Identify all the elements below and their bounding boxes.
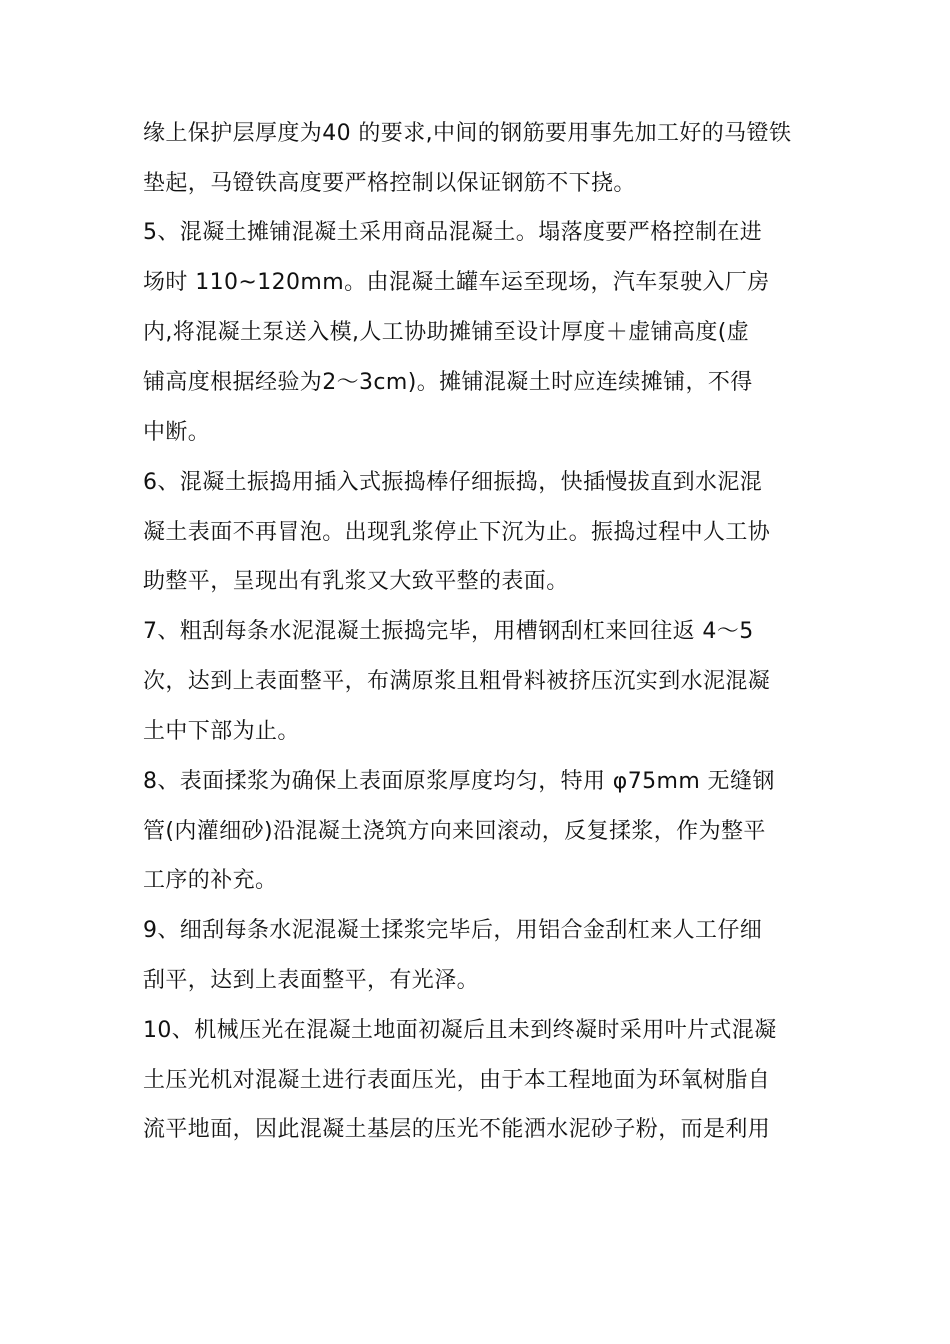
text-line: 10、机械压光在混凝土地面初凝后且未到终凝时采用叶片式混凝 bbox=[143, 1018, 777, 1043]
text-line: 工序的补充。 bbox=[143, 868, 278, 893]
text-line: 内,将混凝土泵送入模,人工协助摊铺至设计厚度＋虚铺高度(虚 bbox=[143, 320, 750, 345]
text-line: 5、混凝土摊铺混凝土采用商品混凝土。塌落度要严格控制在进 bbox=[143, 220, 763, 245]
text-line: 铺高度根据经验为2～3cm)。摊铺混凝土时应连续摊铺，不得 bbox=[143, 370, 753, 395]
text-line: 土压光机对混凝土进行表面压光，由于本工程地面为环氧树脂自 bbox=[143, 1068, 771, 1093]
text-line: 9、细刮每条水泥混凝土揉浆完毕后，用铝合金刮杠来人工仔细 bbox=[143, 918, 763, 943]
text-line: 管(内灌细砂)沿混凝土浇筑方向来回滚动，反复揉浆，作为整平 bbox=[143, 819, 766, 844]
text-line: 土中下部为止。 bbox=[143, 719, 300, 744]
text-line: 7、粗刮每条水泥混凝土振捣完毕，用槽钢刮杠来回往返 4～5 bbox=[143, 619, 754, 644]
text-line: 次，达到上表面整平，布满原浆且粗骨料被挤压沉实到水泥混凝 bbox=[143, 669, 771, 694]
text-line: 6、混凝土振捣用插入式振捣棒仔细振捣，快插慢拔直到水泥混 bbox=[143, 470, 763, 495]
text-line: 凝土表面不再冒泡。出现乳浆停止下沉为止。振捣过程中人工协 bbox=[143, 520, 771, 545]
text-line: 中断。 bbox=[143, 420, 211, 445]
text-line: 垫起，马镫铁高度要严格控制以保证钢筋不下挠。 bbox=[143, 171, 636, 196]
text-line: 流平地面，因此混凝土基层的压光不能洒水泥砂子粉，而是利用 bbox=[143, 1117, 771, 1142]
text-line: 助整平，呈现出有乳浆又大致平整的表面。 bbox=[143, 569, 569, 594]
text-line: 8、表面揉浆为确保上表面原浆厚度均匀，特用 φ75mm 无缝钢 bbox=[143, 769, 775, 794]
text-line: 场时 110~120mm。由混凝土罐车运至现场，汽车泵驶入厂房 bbox=[143, 270, 770, 295]
text-line: 刮平，达到上表面整平，有光泽。 bbox=[143, 968, 480, 993]
text-line: 缘上保护层厚度为40 的要求,中间的钢筋要用事先加工好的马镫铁 bbox=[143, 121, 792, 146]
